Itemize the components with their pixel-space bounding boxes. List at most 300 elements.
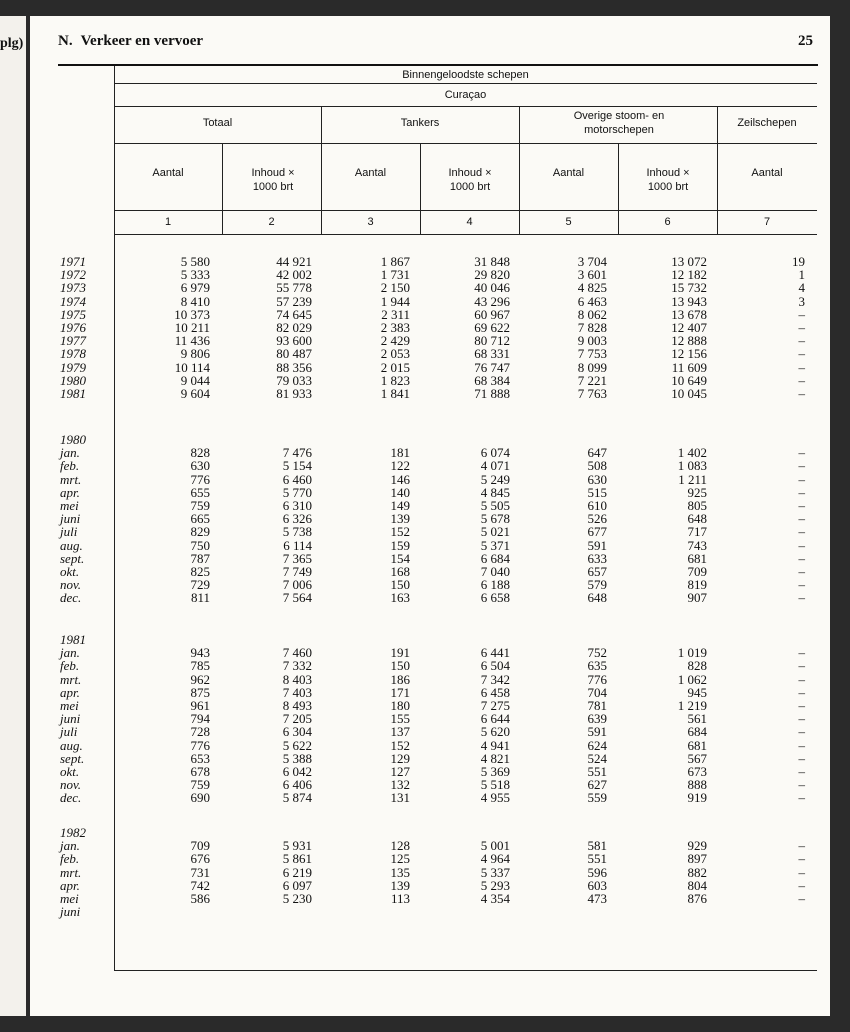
table-cell: 13 678 xyxy=(671,306,707,322)
table-cell: 10 114 xyxy=(174,359,210,375)
table-cell: 7 763 xyxy=(577,386,607,402)
table-cell: 678 xyxy=(190,764,210,780)
table-cell: 4 071 xyxy=(480,458,510,474)
table-cell: 5 678 xyxy=(480,511,510,527)
row-label: nov. xyxy=(60,777,82,793)
table-cell: 154 xyxy=(390,550,410,566)
table-cell: 7 275 xyxy=(480,698,510,714)
table-cell: 526 xyxy=(587,511,607,527)
row-label: 1974 xyxy=(60,293,86,309)
section-title: Verkeer en vervoer xyxy=(80,33,204,49)
table-cell: 1 211 xyxy=(678,471,707,487)
table-cell: 81 933 xyxy=(276,386,312,402)
row-labels xyxy=(60,826,120,918)
table-cell: 6 042 xyxy=(282,764,312,780)
previous-page-label: plg) xyxy=(0,36,24,51)
table-cell: 146 xyxy=(390,471,410,487)
subheader-col2: Inhoud × 1000 brt xyxy=(251,167,295,193)
table-cell: – xyxy=(798,724,805,740)
subheader-col1: Aantal xyxy=(152,167,184,179)
table-cell: 717 xyxy=(687,524,707,540)
data-column-3 xyxy=(320,255,410,400)
table-cell: 581 xyxy=(587,838,607,854)
table-cell: 40 046 xyxy=(474,280,510,296)
table-cell: 5 333 xyxy=(180,267,210,283)
colnum-3: 3 xyxy=(367,216,374,228)
table-cell: – xyxy=(798,386,805,402)
table-cell: 8 062 xyxy=(577,306,607,322)
row-label: sept. xyxy=(60,750,85,766)
table-cell: 7 403 xyxy=(282,684,312,700)
table-cell: 673 xyxy=(687,764,707,780)
grid-line xyxy=(114,83,817,84)
table-cell: 12 156 xyxy=(671,346,707,362)
table-cell: – xyxy=(798,498,805,514)
row-label: okt. xyxy=(60,764,80,780)
table-cell: – xyxy=(798,645,805,661)
table-cell: 876 xyxy=(687,891,707,907)
table-cell: 4 955 xyxy=(480,790,510,806)
table-cell: – xyxy=(798,471,805,487)
table-cell: 875 xyxy=(190,684,210,700)
table-cell: 113 xyxy=(390,891,410,907)
table-cell: 561 xyxy=(687,711,707,727)
table-cell: 7 205 xyxy=(282,711,312,727)
table-cell: 1 841 xyxy=(380,386,410,402)
table-cell: 7 040 xyxy=(480,564,510,580)
table-cell: – xyxy=(798,320,805,336)
table-cell: – xyxy=(798,484,805,500)
table-cell: 5 249 xyxy=(480,471,510,487)
table-cell: 6 441 xyxy=(480,645,510,661)
page-number: 25 xyxy=(798,33,813,49)
table-cell: 591 xyxy=(587,724,607,740)
table-cell: 684 xyxy=(687,724,707,740)
data-column-1 xyxy=(120,255,210,400)
table-cell: 3 xyxy=(798,293,805,309)
table-cell: 657 xyxy=(587,564,607,580)
table-cell: 776 xyxy=(190,471,210,487)
data-column-7 xyxy=(765,826,805,905)
table-cell: 7 749 xyxy=(282,564,312,580)
table-cell: 742 xyxy=(190,877,210,893)
table-cell: 131 xyxy=(390,790,410,806)
table-cell: 5 001 xyxy=(480,838,510,854)
data-column-4 xyxy=(420,433,510,605)
table-cell: 128 xyxy=(390,838,410,854)
table-cell: 5 154 xyxy=(282,458,312,474)
table-cell: 630 xyxy=(190,458,210,474)
table-cell: – xyxy=(798,564,805,580)
table-cell: 7 564 xyxy=(282,590,312,606)
row-label: feb. xyxy=(60,458,80,474)
row-label: 1982 xyxy=(60,825,86,840)
table-cell: 122 xyxy=(390,458,410,474)
grid-line xyxy=(114,143,817,144)
table-cell: 681 xyxy=(687,550,707,566)
table-cell: 159 xyxy=(390,537,410,553)
table-cell: 4 354 xyxy=(480,891,510,907)
table-cell: 596 xyxy=(587,864,607,880)
table-cell: 5 620 xyxy=(480,724,510,740)
table-cell: 7 476 xyxy=(282,445,312,461)
table-cell: 149 xyxy=(390,498,410,514)
colnum-6: 6 xyxy=(664,216,671,228)
subheader-col4: Inhoud × 1000 brt xyxy=(448,167,492,193)
table-cell: 139 xyxy=(390,511,410,527)
table-cell: 907 xyxy=(687,590,707,606)
table-cell: 804 xyxy=(687,877,707,893)
table-cell: 8 493 xyxy=(282,698,312,714)
row-label: 1979 xyxy=(60,359,86,375)
table-cell: 31 848 xyxy=(474,254,510,269)
table-cell: 776 xyxy=(190,737,210,753)
table-cell: – xyxy=(798,877,805,893)
table-cell: 709 xyxy=(687,564,707,580)
table-cell: 1 083 xyxy=(677,458,707,474)
table-cell: 676 xyxy=(190,851,210,867)
table-cell: 586 xyxy=(190,891,210,907)
header-group-overige: Overige stoom- en motorschepen xyxy=(573,110,665,136)
table-cell: 759 xyxy=(190,498,210,514)
row-label: mei xyxy=(60,698,79,714)
subheader-col7: Aantal xyxy=(751,167,783,179)
row-label: juli xyxy=(60,724,78,740)
table-cell: 15 732 xyxy=(671,280,707,296)
table-cell: – xyxy=(798,671,805,687)
table-cell: – xyxy=(798,711,805,727)
row-label: dec. xyxy=(60,790,82,806)
table-cell: 4 941 xyxy=(480,737,510,753)
subheader-col5: Aantal xyxy=(552,167,585,179)
table-cell: 68 331 xyxy=(474,346,510,362)
table-cell: – xyxy=(798,790,805,806)
table-cell: 8 410 xyxy=(180,293,210,309)
table-cell: – xyxy=(798,458,805,474)
data-column-6 xyxy=(617,433,707,605)
table-cell: 508 xyxy=(587,458,607,474)
table-cell: 567 xyxy=(687,750,707,766)
table-cell: 681 xyxy=(687,737,707,753)
table-cell: 11 436 xyxy=(174,333,210,349)
table-cell: 2 053 xyxy=(380,346,410,362)
table-cell: 731 xyxy=(190,864,210,880)
row-label: apr. xyxy=(60,877,80,893)
data-column-5 xyxy=(517,633,607,805)
table-cell: 704 xyxy=(587,684,607,700)
table-cell: – xyxy=(798,698,805,714)
table-cell: 181 xyxy=(390,445,410,461)
subheader-col3: Aantal xyxy=(354,167,387,179)
table-cell: 2 311 xyxy=(381,306,410,322)
table-cell: 919 xyxy=(687,790,707,806)
row-labels xyxy=(60,433,120,605)
table-cell: – xyxy=(798,333,805,349)
table-cell: 9 806 xyxy=(180,346,210,362)
table-cell: 603 xyxy=(587,877,607,893)
table-cell: 943 xyxy=(190,645,210,661)
table-cell: – xyxy=(798,891,805,907)
table-cell: – xyxy=(798,658,805,674)
table-cell: 785 xyxy=(190,658,210,674)
table-cell: 7 006 xyxy=(282,577,312,593)
grid-line xyxy=(114,106,817,107)
row-label: mrt. xyxy=(60,471,82,487)
section-header xyxy=(58,33,203,50)
header-group-tankers: Tankers xyxy=(400,117,440,129)
table-cell: – xyxy=(798,864,805,880)
table-cell: 6 460 xyxy=(282,471,312,487)
table-cell: 635 xyxy=(587,658,607,674)
table-cell: 12 888 xyxy=(671,333,707,349)
table-cell: 5 371 xyxy=(480,537,510,553)
table-cell: – xyxy=(798,445,805,461)
table-cell: 805 xyxy=(687,498,707,514)
table-cell: 42 002 xyxy=(276,267,312,283)
table-cell: 5 293 xyxy=(480,877,510,893)
table-cell: 9 604 xyxy=(180,386,210,402)
table-cell: 55 778 xyxy=(276,280,312,296)
table-cell: 5 337 xyxy=(480,864,510,880)
table-cell: 6 406 xyxy=(282,777,312,793)
table-cell: 1 219 xyxy=(677,698,707,714)
table-cell: 5 388 xyxy=(282,750,312,766)
table-cell: 7 221 xyxy=(577,372,607,388)
table-cell: 10 649 xyxy=(671,372,707,388)
table-cell: 633 xyxy=(587,550,607,566)
row-label: mrt. xyxy=(60,864,82,880)
colnum-1: 1 xyxy=(164,216,172,228)
row-label: feb. xyxy=(60,658,80,674)
table-cell: 647 xyxy=(587,445,607,461)
table-cell: 5 861 xyxy=(282,851,312,867)
table-cell: 5 369 xyxy=(480,764,510,780)
table-cell: 648 xyxy=(587,590,607,606)
row-label: mei xyxy=(60,498,79,514)
colnum-2: 2 xyxy=(268,216,275,228)
header-binnengeloodste: Binnengeloodste schepen xyxy=(402,69,529,81)
table-cell: 752 xyxy=(587,645,607,661)
table-cell: 4 821 xyxy=(480,750,510,766)
table-cell: – xyxy=(798,737,805,753)
table-cell: 6 458 xyxy=(480,684,510,700)
row-label: 1978 xyxy=(60,346,86,362)
colnum-5: 5 xyxy=(565,216,572,228)
table-cell: 132 xyxy=(390,777,410,793)
colnum-4: 4 xyxy=(466,216,473,228)
table-cell: 7 828 xyxy=(577,320,607,336)
table-cell: 4 xyxy=(798,280,805,296)
table-cell: 6 326 xyxy=(282,511,312,527)
data-column-3 xyxy=(320,826,410,905)
table-cell: 68 384 xyxy=(474,372,510,388)
table-cell: – xyxy=(798,684,805,700)
table-cell: 4 964 xyxy=(480,851,510,867)
table-cell: 88 356 xyxy=(276,359,312,375)
table-cell: – xyxy=(798,577,805,593)
table-cell: 882 xyxy=(687,864,707,880)
table-cell: 6 074 xyxy=(480,445,510,461)
row-label: jan. xyxy=(60,445,80,461)
table-cell: 168 xyxy=(390,564,410,580)
table-cell: 6 463 xyxy=(577,293,607,309)
table-cell: 7 342 xyxy=(480,671,510,687)
grid-line xyxy=(114,210,817,211)
section-letter: N. xyxy=(58,33,73,49)
subheader-col6: Inhoud × 1000 brt xyxy=(646,167,690,193)
table-cell: 825 xyxy=(190,564,210,580)
row-label: juni xyxy=(60,511,81,527)
table-cell: 1 xyxy=(798,267,805,283)
table-cell: – xyxy=(798,537,805,553)
row-label: 1972 xyxy=(60,267,86,283)
table-cell: 5 738 xyxy=(282,524,312,540)
header-island: Curaçao xyxy=(444,89,487,101)
grid-line xyxy=(114,234,817,235)
data-column-7 xyxy=(765,433,805,605)
table-cell: 610 xyxy=(587,498,607,514)
table-cell: 828 xyxy=(190,445,210,461)
table-cell: 7 753 xyxy=(577,346,607,362)
row-label: feb. xyxy=(60,851,80,867)
table-cell: 811 xyxy=(190,590,210,606)
row-label: jan. xyxy=(60,838,80,854)
table-cell: 5 505 xyxy=(480,498,510,514)
data-column-7 xyxy=(765,255,805,400)
table-cell: 3 601 xyxy=(577,267,607,283)
table-cell: 152 xyxy=(390,524,410,540)
data-column-5 xyxy=(517,255,607,400)
table-cell: 794 xyxy=(190,711,210,727)
data-column-1 xyxy=(120,826,210,905)
table-cell: 129 xyxy=(390,750,410,766)
row-label: okt. xyxy=(60,564,80,580)
table-cell: 6 684 xyxy=(480,550,510,566)
table-cell: 6 114 xyxy=(283,537,312,553)
row-label: apr. xyxy=(60,484,80,500)
table-cell: 653 xyxy=(190,750,210,766)
table-bottom-rule xyxy=(114,970,817,971)
table-cell: 648 xyxy=(687,511,707,527)
table-cell: 6 979 xyxy=(180,280,210,296)
table-cell: 5 021 xyxy=(480,524,510,540)
data-column-1 xyxy=(120,433,210,605)
table-cell: 655 xyxy=(190,484,210,500)
table-cell: 44 921 xyxy=(276,254,312,269)
table-cell: 709 xyxy=(190,838,210,854)
table-cell: 1 823 xyxy=(380,372,410,388)
table-cell: 12 182 xyxy=(671,267,707,283)
table-cell: 945 xyxy=(687,684,707,700)
data-column-4 xyxy=(420,633,510,805)
table-cell: 76 747 xyxy=(474,359,510,375)
table-cell: 9 003 xyxy=(577,333,607,349)
table-cell: – xyxy=(798,838,805,854)
row-label: 1981 xyxy=(60,632,86,647)
table-cell: 191 xyxy=(390,645,410,661)
data-column-1 xyxy=(120,633,210,805)
table-cell: 155 xyxy=(390,711,410,727)
table-cell: 776 xyxy=(587,671,607,687)
table-cell: 759 xyxy=(190,777,210,793)
table-cell: 93 600 xyxy=(276,333,312,349)
table-cell: 579 xyxy=(587,577,607,593)
table-cell: 57 239 xyxy=(276,293,312,309)
table-cell: 897 xyxy=(687,851,707,867)
table-cell: – xyxy=(798,372,805,388)
row-label: 1976 xyxy=(60,320,86,336)
data-column-6 xyxy=(617,633,707,805)
row-label: nov. xyxy=(60,577,82,593)
table-cell: – xyxy=(798,764,805,780)
table-cell: 140 xyxy=(390,484,410,500)
table-cell: 639 xyxy=(587,711,607,727)
table-cell: 677 xyxy=(587,524,607,540)
table-cell: 135 xyxy=(390,864,410,880)
table-cell: 630 xyxy=(587,471,607,487)
table-cell: 5 770 xyxy=(282,484,312,500)
table-cell: 962 xyxy=(190,671,210,687)
table-cell: 6 504 xyxy=(480,658,510,674)
table-cell: 524 xyxy=(587,750,607,766)
table-cell: 665 xyxy=(190,511,210,527)
table-cell: 19 xyxy=(792,254,805,269)
table-cell: 80 712 xyxy=(474,333,510,349)
table-cell: 925 xyxy=(687,484,707,500)
table-cell: 10 211 xyxy=(174,320,210,336)
table-cell: 5 874 xyxy=(282,790,312,806)
table-cell: 137 xyxy=(390,724,410,740)
table-cell: 150 xyxy=(390,577,410,593)
table-cell: 929 xyxy=(687,838,707,854)
row-label: 1973 xyxy=(60,280,86,296)
table-cell: 171 xyxy=(390,684,410,700)
table-cell: 80 487 xyxy=(276,346,312,362)
data-column-2 xyxy=(222,633,312,805)
data-column-2 xyxy=(222,433,312,605)
table-cell: 591 xyxy=(587,537,607,553)
row-label: apr. xyxy=(60,684,80,700)
table-cell: 2 429 xyxy=(380,333,410,349)
table-cell: 1 019 xyxy=(677,645,707,661)
table-cell: 729 xyxy=(190,577,210,593)
table-cell: 559 xyxy=(587,790,607,806)
table-cell: 10 373 xyxy=(174,306,210,322)
table-cell: 8 403 xyxy=(282,671,312,687)
data-column-3 xyxy=(320,433,410,605)
table-cell: 6 304 xyxy=(282,724,312,740)
table-cell: 7 365 xyxy=(282,550,312,566)
row-label: juni xyxy=(60,904,81,920)
table-cell: 6 219 xyxy=(282,864,312,880)
table-cell: 2 015 xyxy=(380,359,410,375)
table-cell: 1 867 xyxy=(380,254,410,269)
table-cell: 1 944 xyxy=(380,293,410,309)
row-label: aug. xyxy=(60,537,83,553)
row-label: sept. xyxy=(60,550,85,566)
table-cell: 515 xyxy=(587,484,607,500)
table-cell: – xyxy=(798,851,805,867)
table-cell: 3 704 xyxy=(577,254,607,269)
table-cell: – xyxy=(798,359,805,375)
table-cell: – xyxy=(798,346,805,362)
table-cell: 551 xyxy=(587,764,607,780)
row-label: aug. xyxy=(60,737,83,753)
left-page-strip xyxy=(0,16,26,1016)
table-cell: 139 xyxy=(390,877,410,893)
data-column-4 xyxy=(420,826,510,905)
table-cell: 2 383 xyxy=(380,320,410,336)
